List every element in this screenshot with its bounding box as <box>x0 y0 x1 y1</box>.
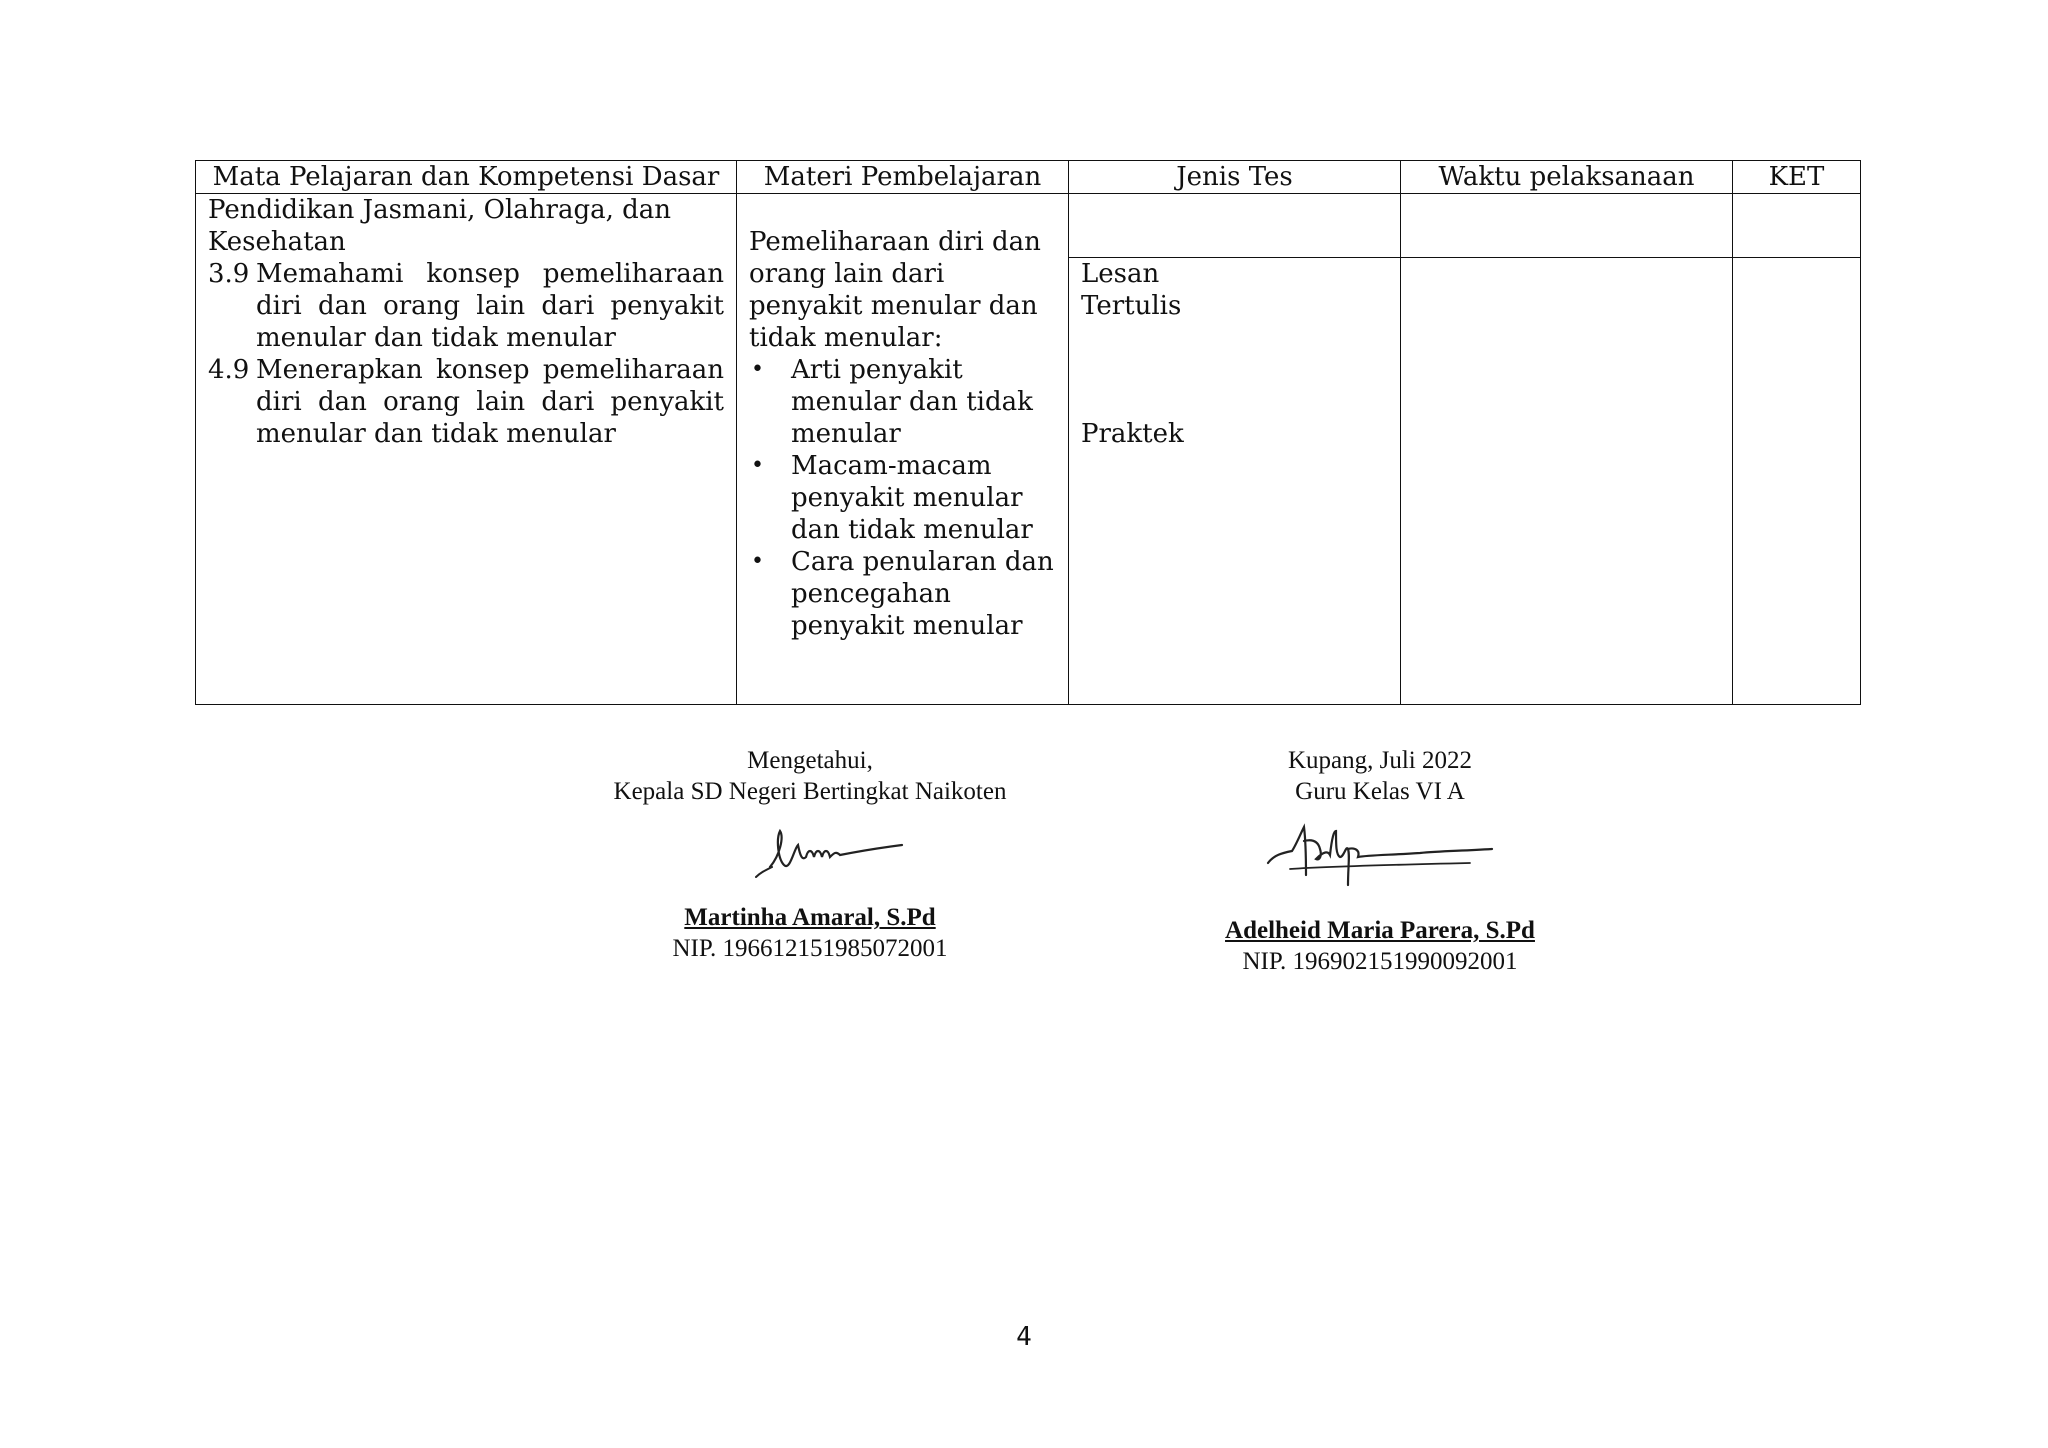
test-type-cell <box>1069 258 1401 705</box>
test-type-written: Tertulis <box>1081 291 1182 321</box>
list-item <box>749 354 1056 450</box>
schedule-cell <box>1401 258 1733 705</box>
principal-name: Martinha Amaral, S.Pd <box>684 904 936 931</box>
header-test-type: Jenis Tes <box>1069 161 1401 194</box>
place-date: Kupang, Juli 2022 <box>1287 747 1473 774</box>
bullet-icon: • <box>751 357 764 382</box>
teacher-nip: NIP. 196902151990092001 <box>1242 948 1518 975</box>
teacher-name: Adelheid Maria Parera, S.Pd <box>1225 917 1535 944</box>
table-header-row <box>196 161 1861 194</box>
test-type-list <box>1081 258 1388 450</box>
material-intro: Pemeliharaan diri dan orang lain dari penyakit menular dan tidak menular: <box>749 227 1041 353</box>
competency-text: Memahami konsep pemeliharaan diri dan orang lain dari penyakit menular dan tidak menular <box>256 259 724 353</box>
handwritten-signature-principal <box>560 807 1060 902</box>
list-item <box>749 546 1056 642</box>
material-item-text: Cara penularan dan pencegahan penyakit menular <box>791 547 1054 641</box>
material-list <box>749 354 1056 642</box>
header-subject-competency: Mata Pelajaran dan Kompetensi Dasar <box>196 161 737 194</box>
test-type-oral: Lesan <box>1081 259 1160 289</box>
material-item-text: Arti penyakit menular dan tidak menular <box>791 355 1033 449</box>
subject-name: Pendidikan Jasmani, Olahraga, dan Kesehatan <box>208 195 672 257</box>
competency-text: Menerapkan konsep pemeliharaan diri dan orang lain dari penyakit menular dan tidak menular <box>256 355 724 449</box>
learning-material-cell <box>737 194 1069 705</box>
competency-item <box>208 258 724 354</box>
table-row <box>196 194 1861 258</box>
signature-mark-icon <box>1260 815 1500 905</box>
notes-cell <box>1733 258 1861 705</box>
notes-empty-cell <box>1733 194 1861 258</box>
test-type-practice: Praktek <box>1081 419 1184 449</box>
competency-item <box>208 354 724 450</box>
acknowledgement-label: Mengetahui, <box>747 747 873 774</box>
header-notes: KET <box>1733 161 1861 194</box>
header-learning-material: Materi Pembelajaran <box>737 161 1069 194</box>
list-item <box>749 450 1056 546</box>
signature-mark-icon <box>750 815 920 895</box>
material-item-text: Macam-macam penyakit menular dan tidak menular <box>791 451 1033 545</box>
bullet-icon: • <box>751 453 764 478</box>
handwritten-signature-teacher <box>1130 807 1630 915</box>
competency-number: 3.9 <box>208 259 250 289</box>
header-schedule: Waktu pelaksanaan <box>1401 161 1733 194</box>
page-number: 4 <box>1016 1322 1032 1352</box>
teacher-title: Guru Kelas VI A <box>1295 778 1465 805</box>
assessment-table <box>195 160 1861 705</box>
principal-title: Kepala SD Negeri Bertingkat Naikoten <box>613 778 1007 805</box>
signature-block-teacher <box>1130 745 1630 977</box>
test-type-empty-cell <box>1069 194 1401 258</box>
subject-competency-cell <box>196 194 737 705</box>
principal-nip: NIP. 196612151985072001 <box>672 935 948 962</box>
bullet-icon: • <box>751 549 764 574</box>
competency-number: 4.9 <box>208 355 250 385</box>
schedule-empty-cell <box>1401 194 1733 258</box>
signature-block-principal <box>560 745 1060 964</box>
